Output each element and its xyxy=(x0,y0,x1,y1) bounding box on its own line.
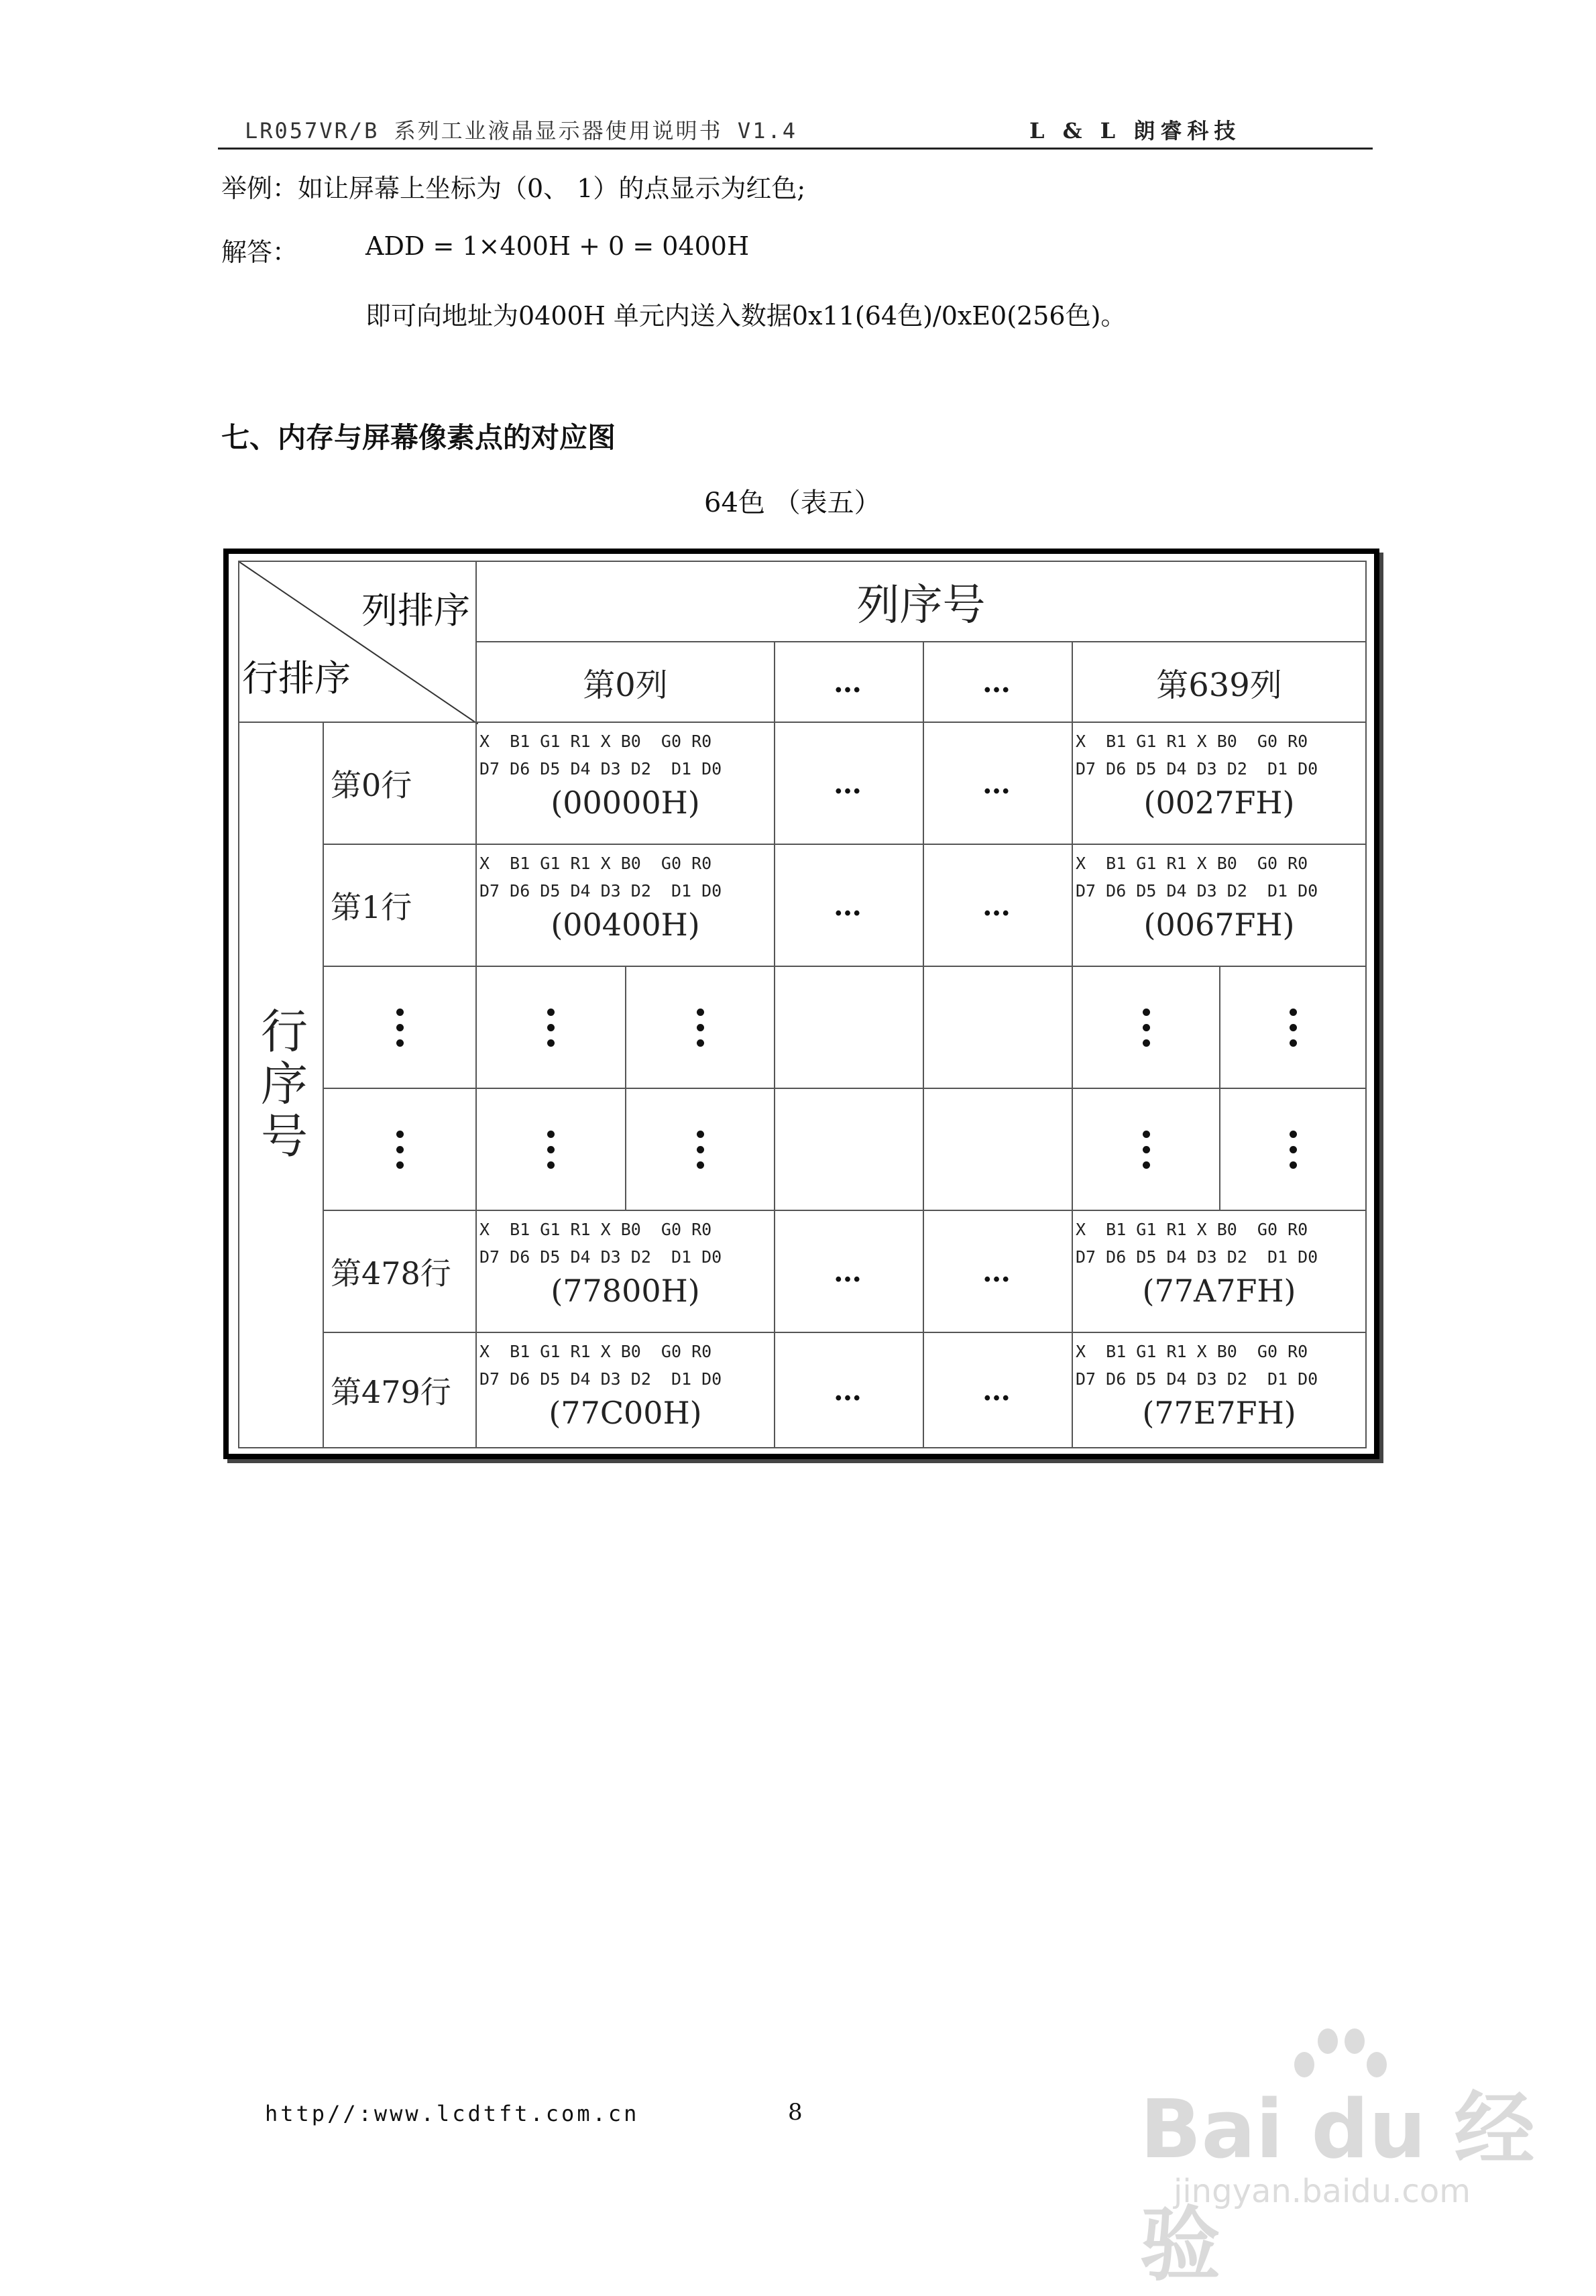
vdots-cell xyxy=(1072,1088,1220,1211)
bit-names: X B1 G1 R1 X B0 G0 R0 xyxy=(1076,732,1308,751)
vertical-ellipsis-icon xyxy=(697,1131,704,1169)
data-cell-row1-col639 xyxy=(1072,844,1367,967)
vertical-ellipsis-icon xyxy=(547,1131,555,1169)
row-label-1: 第1行 xyxy=(323,844,477,967)
bit-positions: D7 D6 D5 D4 D3 D2 D1 D0 xyxy=(479,1247,722,1267)
vertical-ellipsis-icon xyxy=(547,1009,555,1047)
ellipsis-cell: … xyxy=(923,1210,1073,1333)
bit-names: X B1 G1 R1 X B0 G0 R0 xyxy=(479,854,712,873)
bit-positions: D7 D6 D5 D4 D3 D2 D1 D0 xyxy=(1076,1369,1318,1389)
vdots-cell xyxy=(1219,966,1367,1089)
col-ellipsis-header-2: … xyxy=(923,641,1073,723)
row-header-label: 行序号 xyxy=(253,1007,308,1163)
corner-col-label: 列排序 xyxy=(361,589,470,632)
row-header xyxy=(238,722,324,1448)
section-title: 七、内存与屏幕像素点的对应图 xyxy=(221,421,616,454)
vertical-ellipsis-icon xyxy=(1290,1131,1297,1169)
ellipsis-cell: … xyxy=(923,722,1073,845)
address-label: (77A7FH) xyxy=(1142,1273,1296,1309)
vertical-ellipsis-icon xyxy=(1290,1009,1297,1047)
vdots-cell xyxy=(625,966,775,1089)
ellipsis-cell: … xyxy=(923,1332,1073,1448)
col-ellipsis-header-1: … xyxy=(774,641,924,723)
row-label-0: 第0行 xyxy=(323,722,477,845)
vdots-cell xyxy=(1219,1088,1367,1211)
data-cell-row479-col639 xyxy=(1072,1332,1367,1448)
memory-map-grid xyxy=(238,561,1367,1448)
bit-names: X B1 G1 R1 X B0 G0 R0 xyxy=(479,732,712,751)
col-header: 列序号 xyxy=(475,561,1367,642)
vertical-ellipsis-icon xyxy=(697,1009,704,1047)
col-last-header: 第639列 xyxy=(1072,641,1367,723)
vertical-ellipsis-icon xyxy=(1143,1131,1150,1169)
vdots-cell xyxy=(475,966,626,1089)
vertical-ellipsis-icon xyxy=(396,1131,404,1169)
vertical-ellipsis-icon xyxy=(1143,1009,1150,1047)
address-label: (77800H) xyxy=(551,1273,700,1309)
vdots-cell xyxy=(475,1088,626,1211)
answer-formula: ADD = 1×400H + 0 = 0400H xyxy=(365,231,750,261)
data-cell-row0-col0 xyxy=(475,722,775,845)
data-cell-row478-col639 xyxy=(1072,1210,1367,1333)
data-cell-row0-col639 xyxy=(1072,722,1367,845)
empty-cell xyxy=(774,966,924,1089)
ellipsis-cell: … xyxy=(774,722,924,845)
baidu-watermark xyxy=(1140,2025,1542,2292)
page-header xyxy=(218,114,1373,150)
row-label-479: 第479行 xyxy=(323,1332,477,1448)
data-cell-row479-col0 xyxy=(475,1332,775,1448)
ellipsis-cell: … xyxy=(774,844,924,967)
corner-cell xyxy=(238,561,477,723)
ellipsis-cell: … xyxy=(923,844,1073,967)
header-company: L & L 朗睿科技 xyxy=(1029,118,1241,144)
answer-text: 即可向地址为0400H 单元内送入数据0x11(64色)/0xE0(256色)。 xyxy=(365,301,1127,331)
bit-names: X B1 G1 R1 X B0 G0 R0 xyxy=(1076,854,1308,873)
answer-label: 解答： xyxy=(221,237,298,267)
ellipsis-cell: … xyxy=(774,1210,924,1333)
table-caption: 64色 （表五） xyxy=(704,487,881,518)
address-label: (00000H) xyxy=(551,785,700,821)
data-cell-row478-col0 xyxy=(475,1210,775,1333)
watermark-logo-text: Bai du 经验 xyxy=(1140,2083,1535,2292)
bit-positions: D7 D6 D5 D4 D3 D2 D1 D0 xyxy=(1076,1247,1318,1267)
address-label: (00400H) xyxy=(551,907,700,943)
bit-names: X B1 G1 R1 X B0 G0 R0 xyxy=(479,1342,712,1361)
bit-names: X B1 G1 R1 X B0 G0 R0 xyxy=(1076,1220,1308,1239)
address-label: (0067FH) xyxy=(1143,907,1295,943)
watermark-sub-text: jingyan.baidu.com xyxy=(1174,2173,1471,2210)
header-title: LR057VR/B 系列工业液晶显示器使用说明书 V1.4 xyxy=(245,118,797,144)
bit-positions: D7 D6 D5 D4 D3 D2 D1 D0 xyxy=(479,881,722,901)
address-label: (77E7FH) xyxy=(1142,1395,1296,1431)
corner-row-label: 行排序 xyxy=(242,657,351,699)
footer-url: http//:www.lcdtft.com.cn xyxy=(265,2101,640,2126)
bit-positions: D7 D6 D5 D4 D3 D2 D1 D0 xyxy=(479,1369,722,1389)
bit-names: X B1 G1 R1 X B0 G0 R0 xyxy=(1076,1342,1308,1361)
vdots-cell xyxy=(323,1088,477,1211)
bit-positions: D7 D6 D5 D4 D3 D2 D1 D0 xyxy=(1076,881,1318,901)
empty-cell xyxy=(923,966,1073,1089)
row-label-478: 第478行 xyxy=(323,1210,477,1333)
address-label: (0027FH) xyxy=(1143,785,1295,821)
address-label: (77C00H) xyxy=(549,1395,702,1431)
vdots-cell xyxy=(625,1088,775,1211)
page-number: 8 xyxy=(788,2099,803,2126)
data-cell-row1-col0 xyxy=(475,844,775,967)
vdots-cell xyxy=(1072,966,1220,1089)
bit-positions: D7 D6 D5 D4 D3 D2 D1 D0 xyxy=(479,759,722,779)
empty-cell xyxy=(774,1088,924,1211)
example-text: 举例：如让屏幕上坐标为（0、 1）的点显示为红色; xyxy=(221,174,806,203)
vertical-ellipsis-icon xyxy=(396,1009,404,1047)
bit-positions: D7 D6 D5 D4 D3 D2 D1 D0 xyxy=(1076,759,1318,779)
empty-cell xyxy=(923,1088,1073,1211)
vdots-cell xyxy=(323,966,477,1089)
memory-map-table xyxy=(223,549,1379,1459)
col-first-header: 第0列 xyxy=(475,641,775,723)
ellipsis-cell: … xyxy=(774,1332,924,1448)
bit-names: X B1 G1 R1 X B0 G0 R0 xyxy=(479,1220,712,1239)
